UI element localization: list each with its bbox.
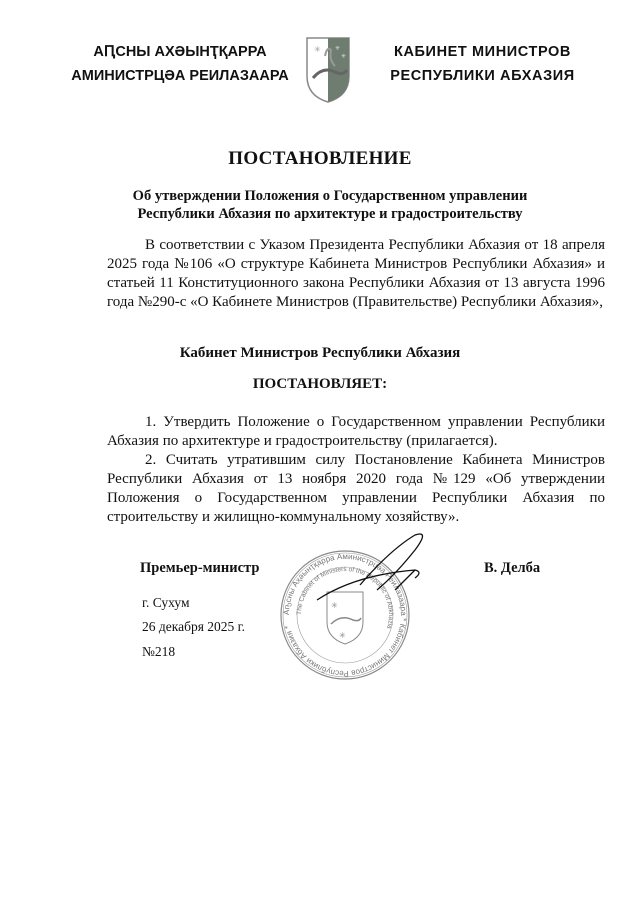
svg-text:✳: ✳ [331, 601, 338, 610]
subtitle-line2: Республики Абхазия по архитектуре и градостроительству [137, 205, 523, 222]
issue-date: 26 декабря 2025 г. [142, 619, 246, 634]
svg-text:✳: ✳ [335, 46, 341, 52]
header-left-line2: АМИНИСТРЦӘА РЕИЛАЗААРА [71, 68, 289, 84]
svg-text:✳: ✳ [314, 45, 321, 54]
header-right-line1: КАБИНЕТ МИНИСТРОВ [394, 44, 571, 60]
issue-city: г. Сухум [142, 595, 190, 610]
decree-heading: ПОСТАНОВЛЯЕТ: [252, 376, 388, 392]
header-abkhaz-name [60, 40, 300, 88]
coat-of-arms-icon [305, 36, 351, 104]
signatory-position: Премьер-министр [140, 560, 260, 576]
header-right-line2: РЕСПУБЛИКИ АБХАЗИЯ [390, 68, 575, 84]
subtitle-line1: Об утверждении Положения о Государственном управлении [132, 188, 528, 204]
document-title: ПОСТАНОВЛЕНИЕ [228, 148, 412, 169]
document-number: №218 [142, 644, 176, 659]
svg-text:✳: ✳ [341, 54, 347, 60]
document-subtitle [100, 188, 560, 223]
svg-text:✳: ✳ [339, 631, 346, 640]
stamp-inner-text: The Cabinet of Ministers of the Republic of Abkhazia [295, 565, 395, 630]
official-stamp-seal [265, 530, 445, 700]
header-left-line1: АԤСНЫ АХӘЫНҬҚАРРА [93, 44, 267, 60]
preamble-paragraph: В соответствии с Указом Президента Республики Абхазия от 18 апреля 2025 года №106 «О структуре Кабинета Министров Республики Абхазия» и статьей 11 Конституционного закона Республики Абхазия от 13 августа 1996 года №290-с «О Кабинете Министров (Правительстве) Республики Абхазия», [107, 237, 605, 310]
decree-item-2: 2. Считать утратившим силу Постановление Кабинета Министров Республики Абхазия от 13 ноября 2020 года №129 «Об утверждении Положения о Государственном управлении Республики Абхазия по строительству и жилищно-коммунальному хозяйству». [107, 452, 605, 525]
signatory-name: В. Делба [484, 560, 541, 576]
header-russian-name [375, 40, 590, 88]
stamp-outer-text: Аҧсны Аҳәынҭқарра Аминистрцәа Реилазаара * Кабинет Министров Республики Абхазия * [281, 551, 409, 679]
issuer-heading: Кабинет Министров Республики Абхазия [179, 345, 461, 361]
decree-item-1: 1. Утвердить Положение о Государственном управлении Республики Абхазия по архитектуре и градостроительству (прилагается). [107, 414, 605, 449]
